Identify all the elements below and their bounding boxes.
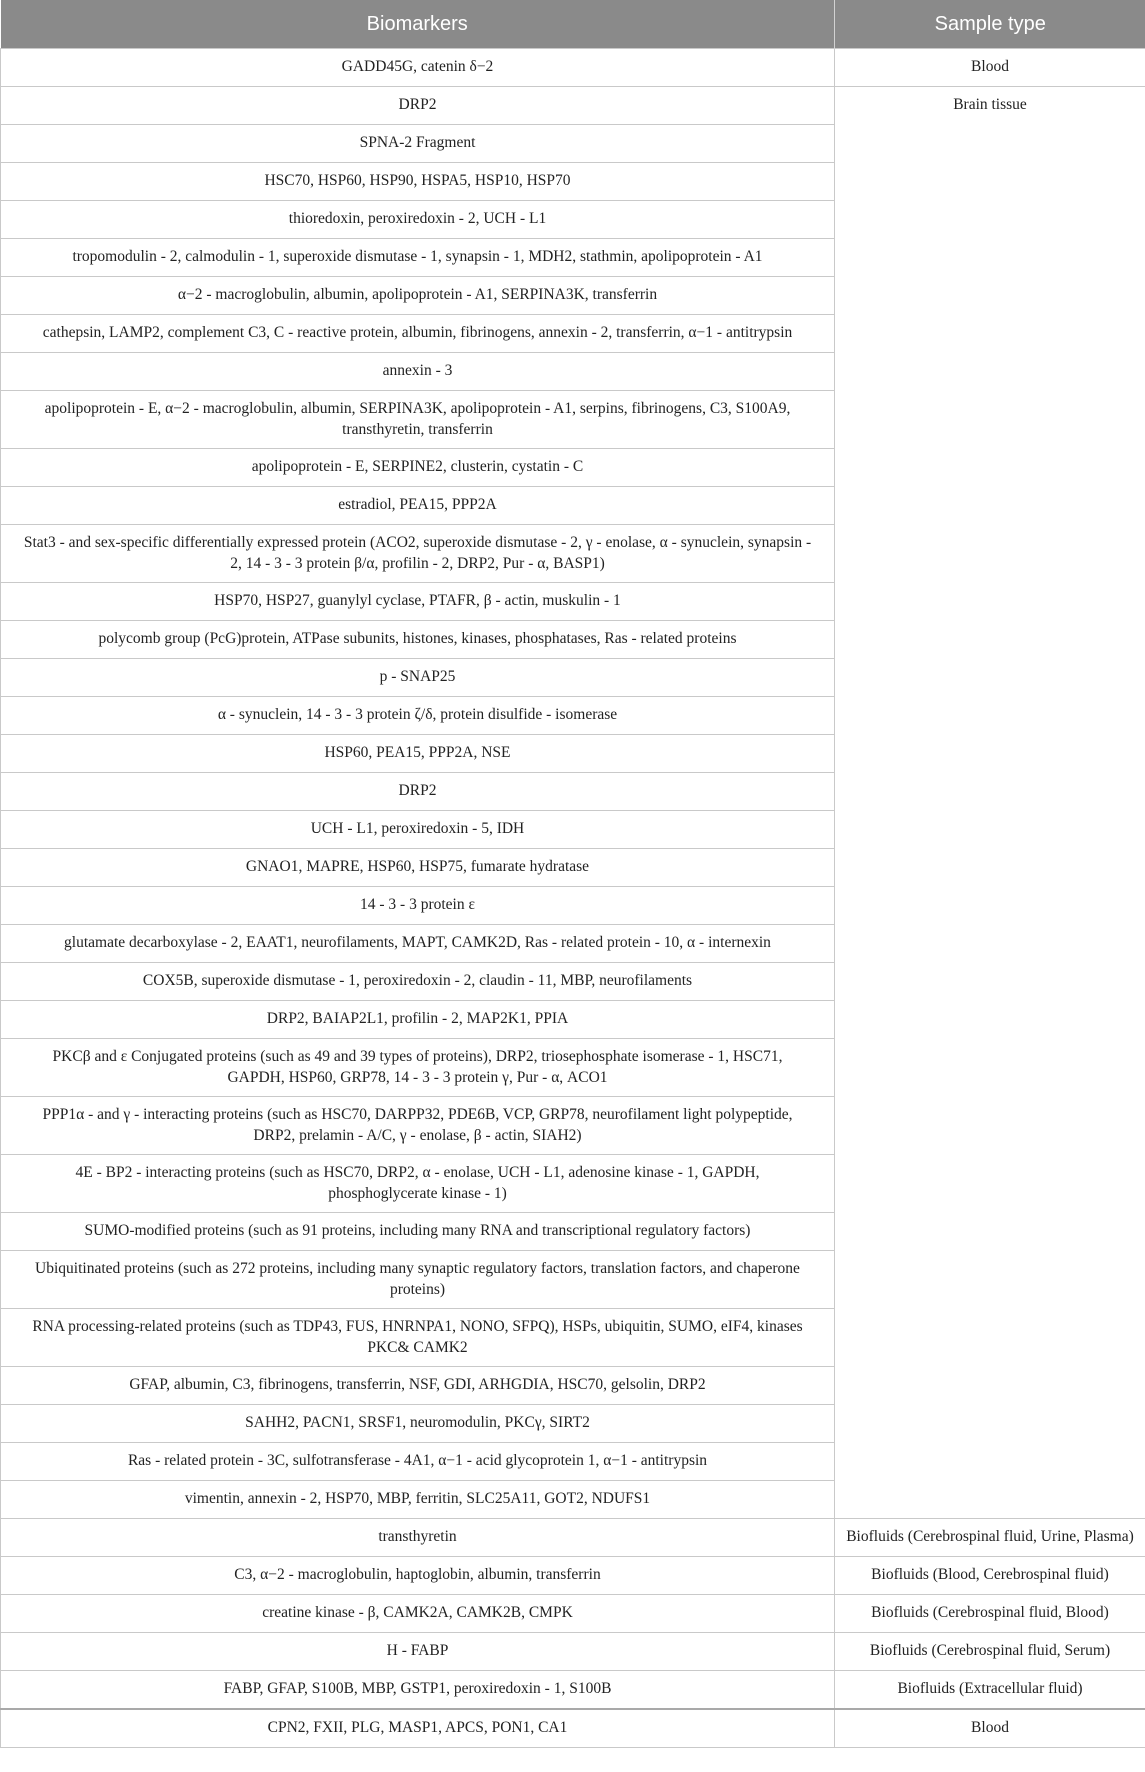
biomarkers-cell: DRP2: [1, 773, 835, 811]
biomarkers-cell: 14 - 3 - 3 protein ε: [1, 887, 835, 925]
biomarkers-cell: H - FABP: [1, 1633, 835, 1671]
biomarkers-cell: C3, α−2 - macroglobulin, haptoglobin, albumin, transferrin: [1, 1557, 835, 1595]
biomarkers-cell: GNAO1, MAPRE, HSP60, HSP75, fumarate hydratase: [1, 849, 835, 887]
biomarkers-cell: estradiol, PEA15, PPP2A: [1, 487, 835, 525]
biomarkers-cell: RNA processing-related proteins (such as TDP43, FUS, HNRNPA1, NONO, SFPQ), HSPs, ubiquitin, SUMO, eIF4, kinases PKC& CAMK2: [1, 1309, 835, 1367]
biomarkers-cell: cathepsin, LAMP2, complement C3, C - reactive protein, albumin, fibrinogens, annexin - 2, transferrin, α−1 - antitrypsin: [1, 315, 835, 353]
table-row: [1, 87, 1145, 125]
header-row: [1, 0, 1145, 49]
biomarkers-cell: glutamate decarboxylase - 2, EAAT1, neurofilaments, MAPT, CAMK2D, Ras - related protein - 10, α - internexin: [1, 925, 835, 963]
biomarkers-cell: GFAP, albumin, C3, fibrinogens, transferrin, NSF, GDI, ARHGDIA, HSC70, gelsolin, DRP2: [1, 1367, 835, 1405]
sample-type-cell: Blood: [835, 1709, 1145, 1748]
biomarkers-cell: Ubiquitinated proteins (such as 272 proteins, including many synaptic regulatory factors, translation factors, and chaperone proteins): [1, 1251, 835, 1309]
sample-type-cell: Biofluids (Cerebrospinal fluid, Serum): [835, 1633, 1145, 1671]
biomarkers-cell: FABP, GFAP, S100B, MBP, GSTP1, peroxiredoxin - 1, S100B: [1, 1671, 835, 1710]
biomarkers-cell: UCH - L1, peroxiredoxin - 5, IDH: [1, 811, 835, 849]
biomarkers-cell: GADD45G, catenin δ−2: [1, 49, 835, 87]
biomarkers-cell: α - synuclein, 14 - 3 - 3 protein ζ/δ, protein disulfide - isomerase: [1, 697, 835, 735]
biomarkers-cell: apolipoprotein - E, SERPINE2, clusterin, cystatin - C: [1, 449, 835, 487]
biomarkers-cell: HSP60, PEA15, PPP2A, NSE: [1, 735, 835, 773]
biomarkers-cell: HSP70, HSP27, guanylyl cyclase, PTAFR, β - actin, muskulin - 1: [1, 583, 835, 621]
sample-type-cell: Biofluids (Blood, Cerebrospinal fluid): [835, 1557, 1145, 1595]
header-biomarkers: Biomarkers: [1, 0, 835, 49]
sample-type-cell: Brain tissue: [835, 87, 1145, 1519]
sample-type-cell: Biofluids (Cerebrospinal fluid, Blood): [835, 1595, 1145, 1633]
biomarkers-cell: apolipoprotein - E, α−2 - macroglobulin, albumin, SERPINA3K, apolipoprotein - A1, serpins, fibrinogens, C3, S100A9, transthyretin, transferrin: [1, 391, 835, 449]
table-row: [1, 1519, 1145, 1557]
biomarkers-cell: creatine kinase - β, CAMK2A, CAMK2B, CMPK: [1, 1595, 835, 1633]
biomarkers-cell: CPN2, FXII, PLG, MASP1, APCS, PON1, CA1: [1, 1709, 835, 1748]
biomarkers-cell: COX5B, superoxide dismutase - 1, peroxiredoxin - 2, claudin - 11, MBP, neurofilaments: [1, 963, 835, 1001]
biomarkers-cell: transthyretin: [1, 1519, 835, 1557]
table-row: [1, 1671, 1145, 1710]
biomarkers-cell: 4E - BP2 - interacting proteins (such as HSC70, DRP2, α - enolase, UCH - L1, adenosine kinase - 1, GAPDH, phosphoglycerate kinase - 1): [1, 1155, 835, 1213]
biomarkers-cell: Ras - related protein - 3C, sulfotransferase - 4A1, α−1 - acid glycoprotein 1, α−1 - antitrypsin: [1, 1443, 835, 1481]
sample-type-cell: Biofluids (Cerebrospinal fluid, Urine, Plasma): [835, 1519, 1145, 1557]
biomarkers-cell: annexin - 3: [1, 353, 835, 391]
biomarkers-cell: PPP1α - and γ - interacting proteins (such as HSC70, DARPP32, PDE6B, VCP, GRP78, neurofilament light polypeptide, DRP2, prelamin - A/C, γ - enolase, β - actin, SIAH2): [1, 1097, 835, 1155]
biomarkers-cell: tropomodulin - 2, calmodulin - 1, superoxide dismutase - 1, synapsin - 1, MDH2, stathmin, apolipoprotein - A1: [1, 239, 835, 277]
biomarkers-cell: SUMO-modified proteins (such as 91 proteins, including many RNA and transcriptional regulatory factors): [1, 1213, 835, 1251]
table-row: [1, 1633, 1145, 1671]
biomarkers-cell: PKCβ and ε Conjugated proteins (such as 49 and 39 types of proteins), DRP2, triosephosphate isomerase - 1, HSC71, GAPDH, HSP60, GRP78, 14 - 3 - 3 protein γ, Pur - α, ACO1: [1, 1039, 835, 1097]
biomarkers-cell: vimentin, annexin - 2, HSP70, MBP, ferritin, SLC25A11, GOT2, NDUFS1: [1, 1481, 835, 1519]
biomarkers-cell: HSC70, HSP60, HSP90, HSPA5, HSP10, HSP70: [1, 163, 835, 201]
biomarkers-cell: Stat3 - and sex-specific differentially expressed protein (ACO2, superoxide dismutase - 2, γ - enolase, α - synuclein, synapsin - 2, 14 - 3 - 3 protein β/α, profilin - 2, DRP2, Pur - α, BASP1): [1, 525, 835, 583]
table-row: [1, 1595, 1145, 1633]
header-sample-type: Sample type: [835, 0, 1145, 49]
table-row: [1, 1709, 1145, 1748]
biomarkers-cell: p - SNAP25: [1, 659, 835, 697]
sample-type-cell: Biofluids (Extracellular fluid): [835, 1671, 1145, 1710]
biomarkers-cell: polycomb group (PcG)protein, ATPase subunits, histones, kinases, phosphatases, Ras - related proteins: [1, 621, 835, 659]
biomarkers-cell: SPNA-2 Fragment: [1, 125, 835, 163]
table-row: [1, 1557, 1145, 1595]
biomarkers-cell: DRP2: [1, 87, 835, 125]
biomarkers-cell: SAHH2, PACN1, SRSF1, neuromodulin, PKCγ, SIRT2: [1, 1405, 835, 1443]
biomarkers-cell: α−2 - macroglobulin, albumin, apolipoprotein - A1, SERPINA3K, transferrin: [1, 277, 835, 315]
sample-type-cell: Blood: [835, 49, 1145, 87]
biomarkers-cell: thioredoxin, peroxiredoxin - 2, UCH - L1: [1, 201, 835, 239]
biomarkers-cell: DRP2, BAIAP2L1, profilin - 2, MAP2K1, PPIA: [1, 1001, 835, 1039]
table-row: [1, 49, 1145, 87]
